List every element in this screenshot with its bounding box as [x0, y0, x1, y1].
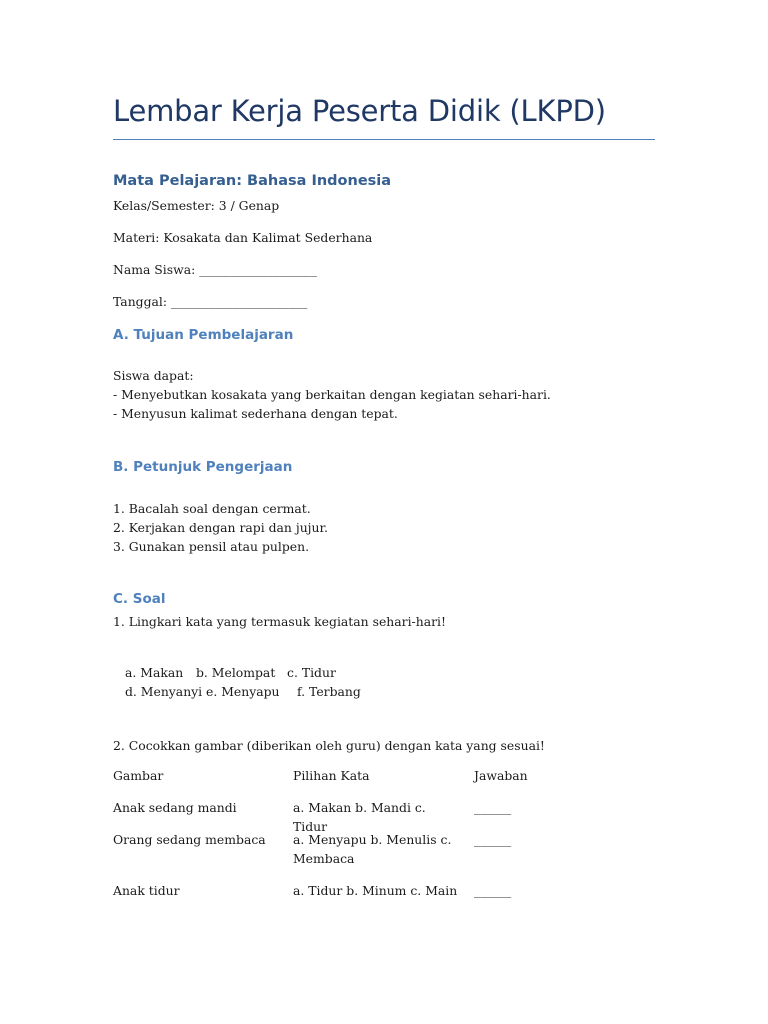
- option-item: f. Terbang: [297, 684, 361, 699]
- table-cell: a. Makan b. Mandi c. Tidur: [293, 800, 426, 834]
- section-b-heading: B. Petunjuk Pengerjaan: [113, 459, 293, 475]
- objective-item: - Menyusun kalimat sederhana dengan tepat.: [113, 406, 398, 421]
- table-cell: ______: [474, 832, 512, 847]
- table-cell: a. Tidur b. Minum c. Main: [293, 883, 458, 898]
- option-item: e. Menyapu: [206, 684, 280, 699]
- table-cell: Orang sedang membaca: [113, 832, 266, 847]
- objectives-intro: Siswa dapat:: [113, 368, 194, 383]
- question-2: 2. Cocokkan gambar (diberikan oleh guru) dengan kata yang sesuai!: [113, 738, 545, 753]
- title-underline: [113, 139, 655, 140]
- instruction-item: 3. Gunakan pensil atau pulpen.: [113, 539, 310, 554]
- option-item: c. Tidur: [287, 665, 336, 680]
- question-1: 1. Lingkari kata yang termasuk kegiatan sehari-hari!: [113, 614, 446, 629]
- table-cell: ______: [474, 883, 512, 898]
- page-title: Lembar Kerja Peserta Didik (LKPD): [113, 94, 606, 128]
- class-semester: Kelas/Semester: 3 / Genap: [113, 198, 280, 213]
- option-item: d. Menyanyi: [125, 684, 203, 699]
- table-cell: Anak sedang mandi: [113, 800, 237, 815]
- table-cell: a. Menyapu b. Menulis c. Membaca: [293, 832, 452, 866]
- student-name-field: Nama Siswa: ___________________: [113, 262, 317, 277]
- table-cell: Anak tidur: [113, 883, 180, 898]
- option-item: a. Makan: [125, 665, 184, 680]
- table-header: Jawaban: [474, 768, 528, 783]
- table-header: Pilihan Kata: [293, 768, 370, 783]
- instruction-item: 2. Kerjakan dengan rapi dan jujur.: [113, 520, 328, 535]
- date-field: Tanggal: ______________________: [113, 294, 308, 309]
- instruction-item: 1. Bacalah soal dengan cermat.: [113, 501, 311, 516]
- section-a-heading: A. Tujuan Pembelajaran: [113, 327, 294, 343]
- section-c-heading: C. Soal: [113, 591, 166, 607]
- objective-item: - Menyebutkan kosakata yang berkaitan dengan kegiatan sehari-hari.: [113, 387, 551, 402]
- material: Materi: Kosakata dan Kalimat Sederhana: [113, 230, 373, 245]
- table-cell: ______: [474, 800, 512, 815]
- table-header: Gambar: [113, 768, 164, 783]
- option-item: b. Melompat: [196, 665, 276, 680]
- subject-heading: Mata Pelajaran: Bahasa Indonesia: [113, 173, 392, 189]
